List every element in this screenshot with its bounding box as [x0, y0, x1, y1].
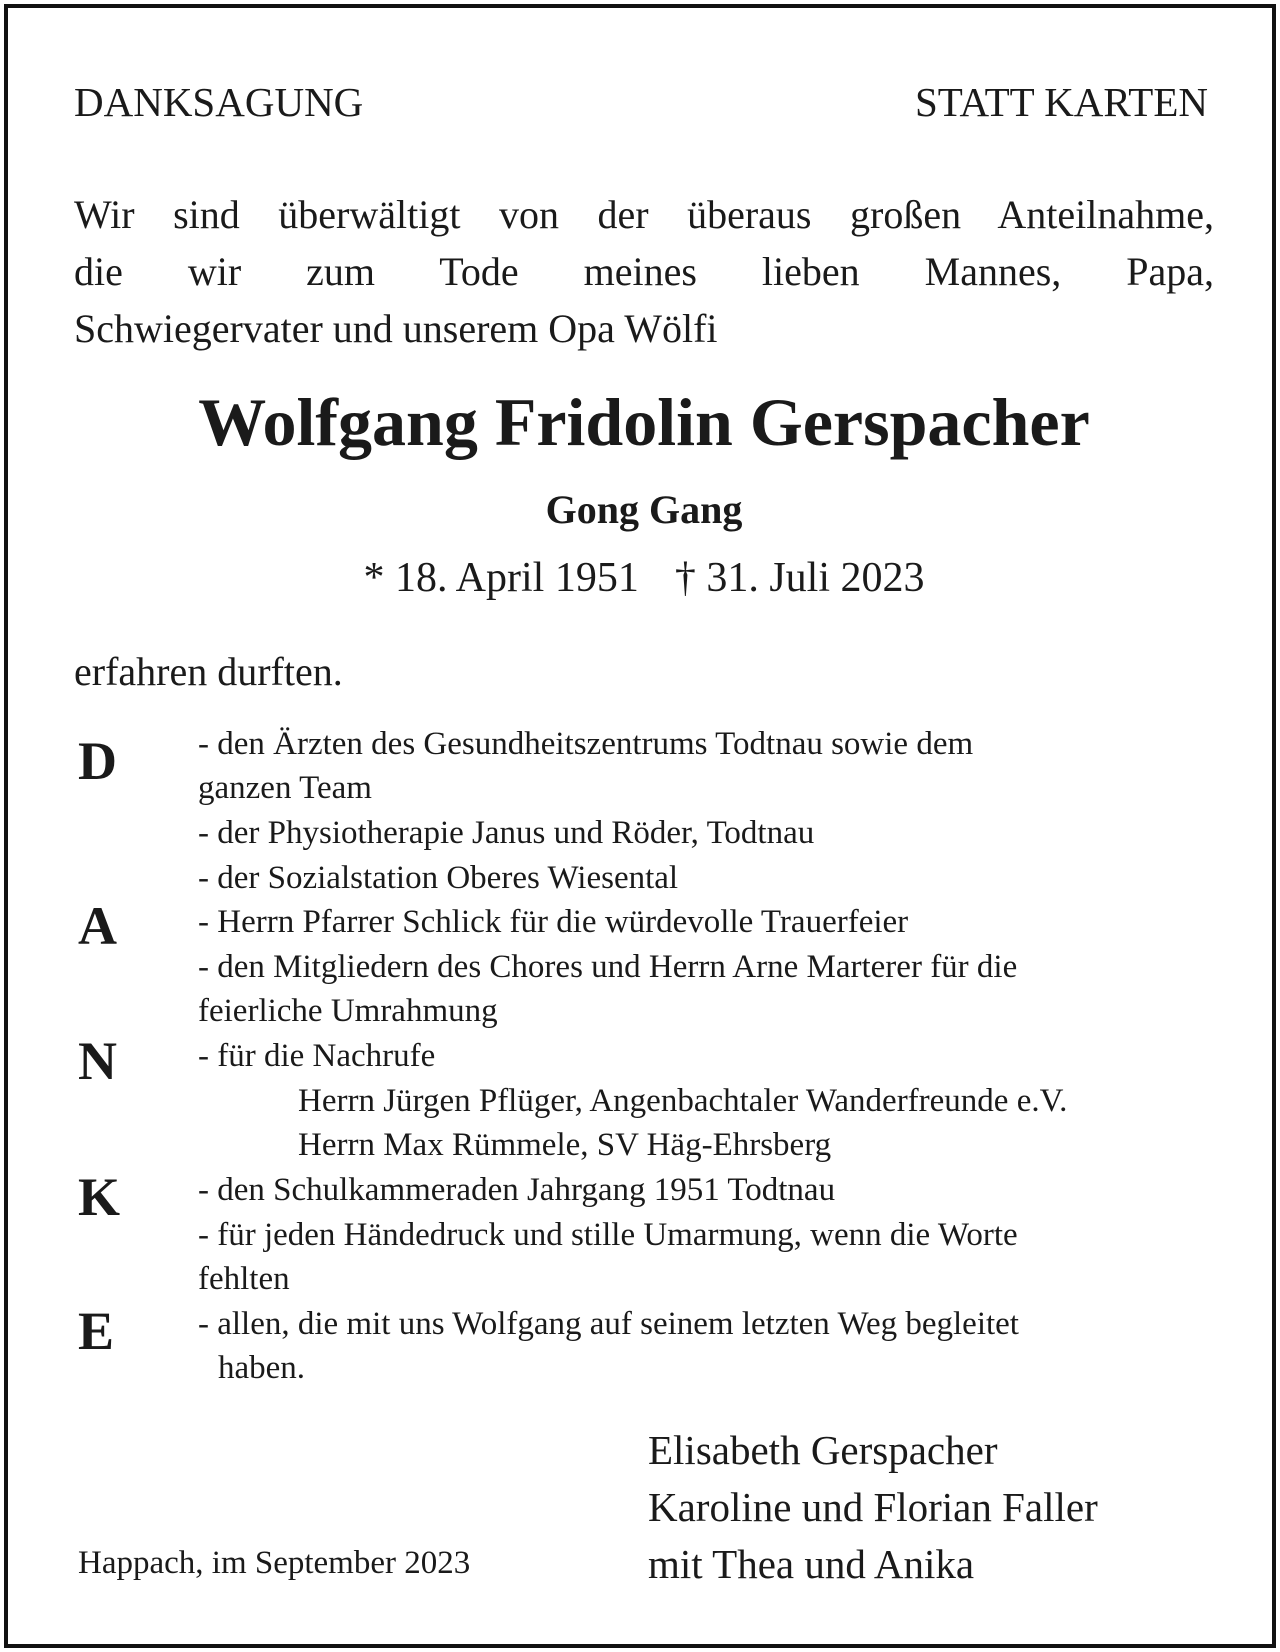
place-and-date: Happach, im September 2023 [78, 1545, 471, 1581]
signature-line: Karoline und Florian Faller [648, 1484, 1098, 1530]
thanks-line: - den Schulkammeraden Jahrgang 1951 Todtnau [198, 1172, 836, 1208]
thanks-line: ganzen Team [198, 770, 372, 806]
thanks-line: haben. [218, 1350, 306, 1386]
danke-letter: E [78, 1301, 115, 1361]
signature-line: Elisabeth Gerspacher [648, 1427, 998, 1473]
thanks-line: - der Physiotherapie Janus und Röder, Todtnau [198, 815, 815, 851]
thanks-line: fehlten [198, 1261, 290, 1297]
thanks-line: - Herrn Pfarrer Schlick für die würdevolle Trauerfeier [198, 904, 909, 940]
intro-line: Wir sind überwältigt von der überaus großen Anteilnahme, [74, 192, 1214, 237]
obituary-card [4, 4, 1276, 1648]
header-statt-karten: STATT KARTEN [914, 79, 1208, 125]
thanks-line: Herrn Jürgen Pflüger, Angenbachtaler Wanderfreunde e.V. [298, 1083, 1068, 1119]
thanks-line: - den Ärzten des Gesundheitszentrums Todtnau sowie dem [198, 726, 974, 762]
thanks-line: Herrn Max Rümmele, SV Häg-Ehrsberg [298, 1127, 832, 1163]
intro-paragraph [74, 186, 1214, 357]
deceased-nickname: Gong Gang [545, 487, 743, 532]
thanks-line: - den Mitgliedern des Chores und Herrn Arne Marterer für die [198, 949, 1018, 985]
signature-line: mit Thea und Anika [648, 1541, 975, 1587]
thanks-line: - der Sozialstation Oberes Wiesental [198, 860, 679, 896]
intro-line: die wir zum Tode meines lieben Mannes, Papa, [74, 249, 1214, 294]
thanks-line: - für jeden Händedruck und stille Umarmung, wenn die Worte [198, 1217, 1018, 1253]
danke-letter: A [78, 896, 117, 956]
danke-letter: D [78, 731, 117, 791]
thanks-line: feierliche Umrahmung [198, 993, 498, 1029]
deceased-name: Wolfgang Fridolin Gerspacher [198, 384, 1090, 460]
birth-date: * 18. April 1951 [363, 555, 639, 601]
thanks-line: - für die Nachrufe [198, 1038, 436, 1074]
death-date: † 31. Juli 2023 [674, 555, 925, 601]
intro-line: Schwiegervater und unserem Opa Wölfi [74, 306, 718, 351]
header-danksagung: DANKSAGUNG [74, 79, 364, 125]
danke-letter: N [78, 1031, 117, 1091]
closing-intro-text: erfahren durften. [74, 649, 343, 694]
danke-letter: K [78, 1167, 121, 1227]
thanks-line: - allen, die mit uns Wolfgang auf seinem letzten Weg begleitet [198, 1306, 1019, 1342]
life-dates [8, 554, 1280, 602]
